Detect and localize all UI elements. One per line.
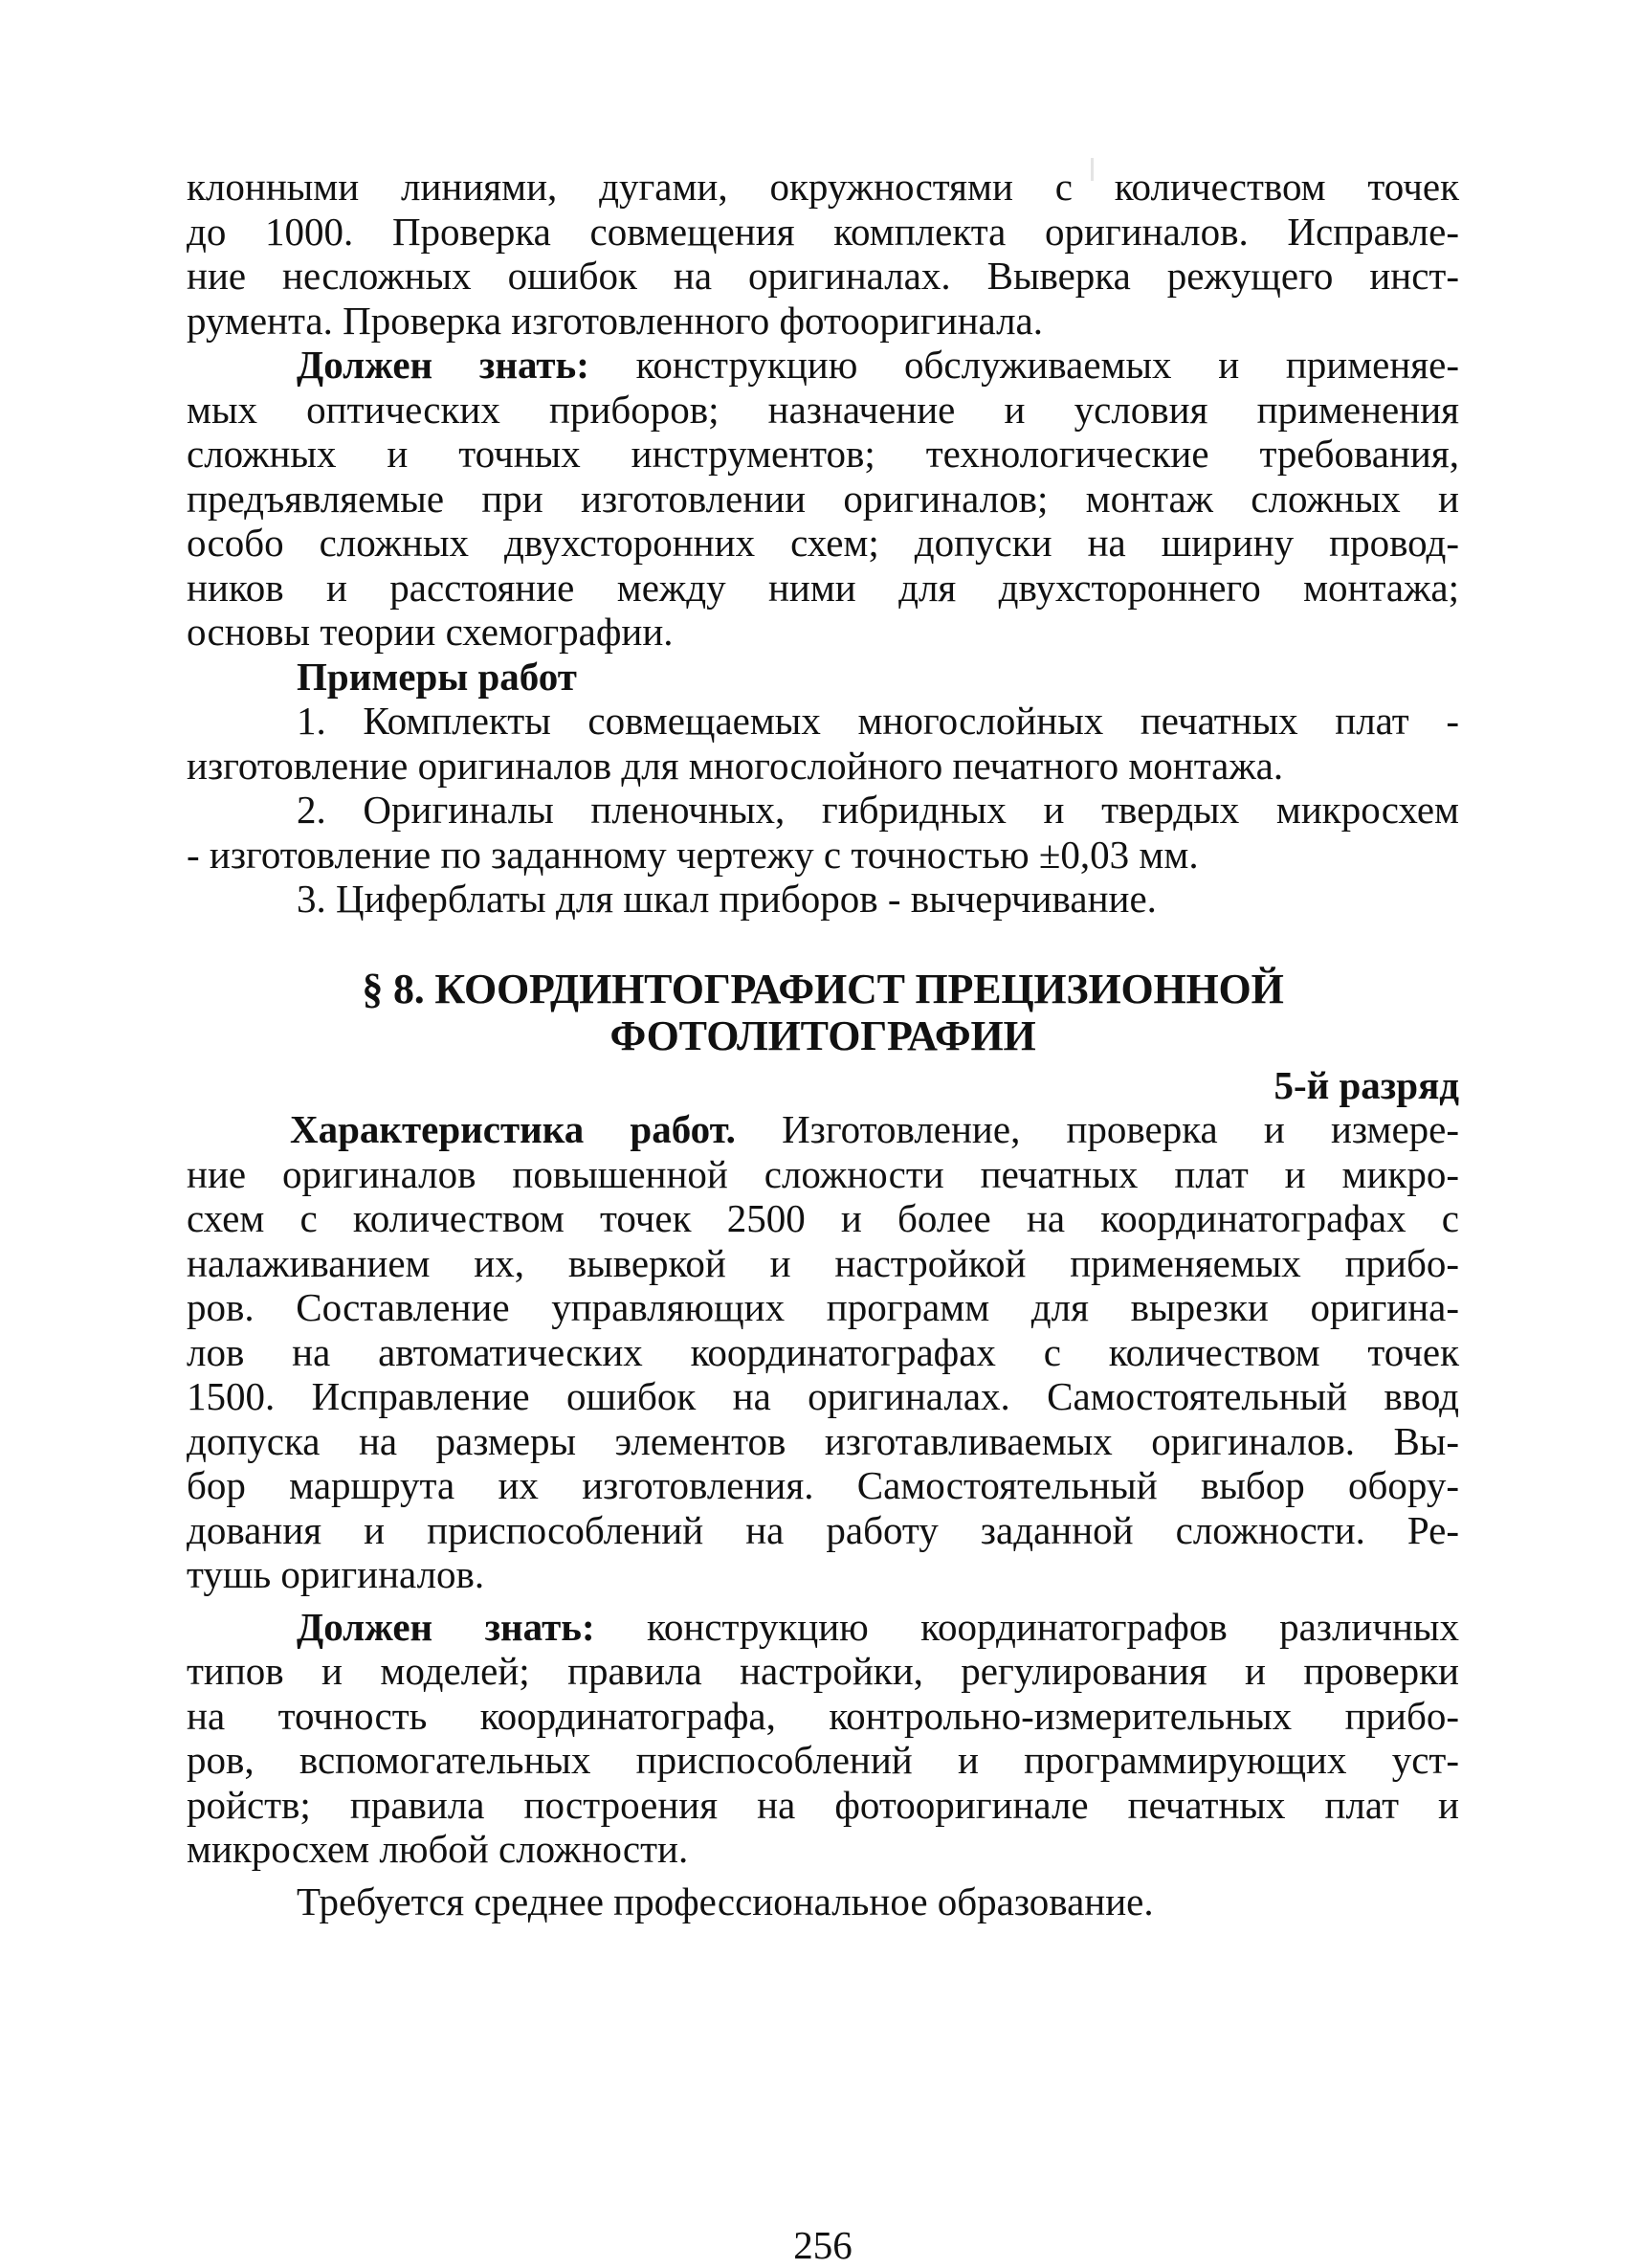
continuation-paragraph bbox=[187, 165, 1459, 343]
text-line: основы теории схемографии. bbox=[187, 610, 674, 654]
must-know-paragraph bbox=[187, 343, 1459, 655]
text-line: типов и моделей; правила настройки, регулирования и проверки bbox=[187, 1649, 1459, 1693]
text-line: налаживанием их, выверкой и настройкой применяемых прибо- bbox=[187, 1240, 1459, 1285]
text-line: ние оригиналов повышенной сложности печатных плат и микро- bbox=[187, 1151, 1459, 1196]
text-line: схем с количеством точек 2500 и более на координатографах с bbox=[187, 1196, 1459, 1240]
text-line: ройств; правила построения на фотооригинале печатных плат и bbox=[187, 1782, 1459, 1827]
must-know-paragraph bbox=[187, 1605, 1459, 1872]
text-line: допуска на размеры элементов изготавливаемых оригиналов. Вы- bbox=[187, 1418, 1459, 1463]
example-item-line: 2. Оригиналы пленочных, гибридных и твердых микросхем bbox=[297, 788, 1459, 832]
text-line bbox=[187, 1107, 1459, 1152]
text-fragment: Изготовление, проверка и измере- bbox=[735, 1107, 1459, 1151]
must-know-label: Должен знать: bbox=[297, 343, 589, 387]
must-know-label: Должен знать: bbox=[297, 1604, 595, 1649]
section-title-line: ФОТОЛИТОГРАФИИ bbox=[609, 1012, 1036, 1059]
page-number: 256 bbox=[793, 2223, 853, 2267]
text-line: дования и приспособлений на работу заданной сложности. Ре- bbox=[187, 1507, 1459, 1552]
text-line: 1500. Исправление ошибок на оригиналах. Самостоятельный ввод bbox=[187, 1374, 1459, 1418]
document-page bbox=[187, 165, 1459, 2267]
spacer bbox=[187, 1872, 1459, 1879]
education-requirement: Требуется среднее профессиональное образование. bbox=[297, 1879, 1154, 1923]
text-line: особо сложных двухсторонних схем; допуски на ширину провод- bbox=[187, 521, 1459, 565]
example-item-line: 3. Циферблаты для шкал приборов - вычерчивание. bbox=[297, 877, 1157, 921]
text-line: румента. Проверка изготовленного фотооригинала. bbox=[187, 298, 1043, 343]
example-item-line: 1. Комплекты совмещаемых многослойных печатных плат - bbox=[297, 699, 1459, 743]
text-line: на точность координатографа, контрольно-измерительных прибо- bbox=[187, 1693, 1459, 1738]
example-item-line: - изготовление по заданному чертежу с точностью ±0,03 мм. bbox=[187, 832, 1199, 877]
text-line: ние несложных ошибок на оригиналах. Выверка режущего инст- bbox=[187, 254, 1459, 298]
text-line: предъявляемые при изготовлении оригиналов; монтаж сложных и bbox=[187, 476, 1459, 521]
text-line: клонными линиями, дугами, окружностями с количеством точек bbox=[187, 165, 1459, 209]
text-line: лов на автоматических координатографах с количеством точек bbox=[187, 1329, 1459, 1374]
section-title-line: § 8. КООРДИНТОГРАФИСТ ПРЕЦИЗИОННОЙ bbox=[362, 965, 1284, 1012]
text-line: ров, вспомогательных приспособлений и программирующих уст- bbox=[187, 1738, 1459, 1782]
examples-heading: Примеры работ bbox=[297, 654, 577, 699]
text-line: сложных и точных инструментов; технологические требования, bbox=[187, 432, 1459, 476]
text-line: мых оптических приборов; назначение и условия применения bbox=[187, 387, 1459, 432]
text-line: тушь оригиналов. bbox=[187, 1552, 485, 1596]
text-fragment: конструкцию координатографов различных bbox=[594, 1604, 1459, 1649]
text-line bbox=[187, 343, 1459, 388]
rank-label: 5-й разряд bbox=[1274, 1062, 1459, 1107]
text-line: ников и расстояние между ними для двухстороннего монтажа; bbox=[187, 565, 1459, 610]
text-line bbox=[187, 1605, 1459, 1650]
text-line: микросхем любой сложности. bbox=[187, 1827, 689, 1871]
text-fragment: конструкцию обслуживаемых и применяе- bbox=[588, 343, 1459, 387]
characteristics-paragraph bbox=[187, 1107, 1459, 1597]
characteristics-label: Характеристика работ. bbox=[290, 1107, 736, 1151]
section-title bbox=[187, 966, 1459, 1059]
text-line: до 1000. Проверка совмещения комплекта оригиналов. Исправле- bbox=[187, 209, 1459, 254]
text-line: бор маршрута их изготовления. Самостоятельный выбор обору- bbox=[187, 1463, 1459, 1507]
spacer bbox=[187, 1597, 1459, 1605]
example-item-line: изготовление оригиналов для многослойного печатного монтажа. bbox=[187, 743, 1284, 788]
page-content bbox=[187, 165, 1459, 1923]
examples-block bbox=[187, 655, 1459, 922]
text-line: ров. Составление управляющих программ для вырезки оригина- bbox=[187, 1285, 1459, 1329]
